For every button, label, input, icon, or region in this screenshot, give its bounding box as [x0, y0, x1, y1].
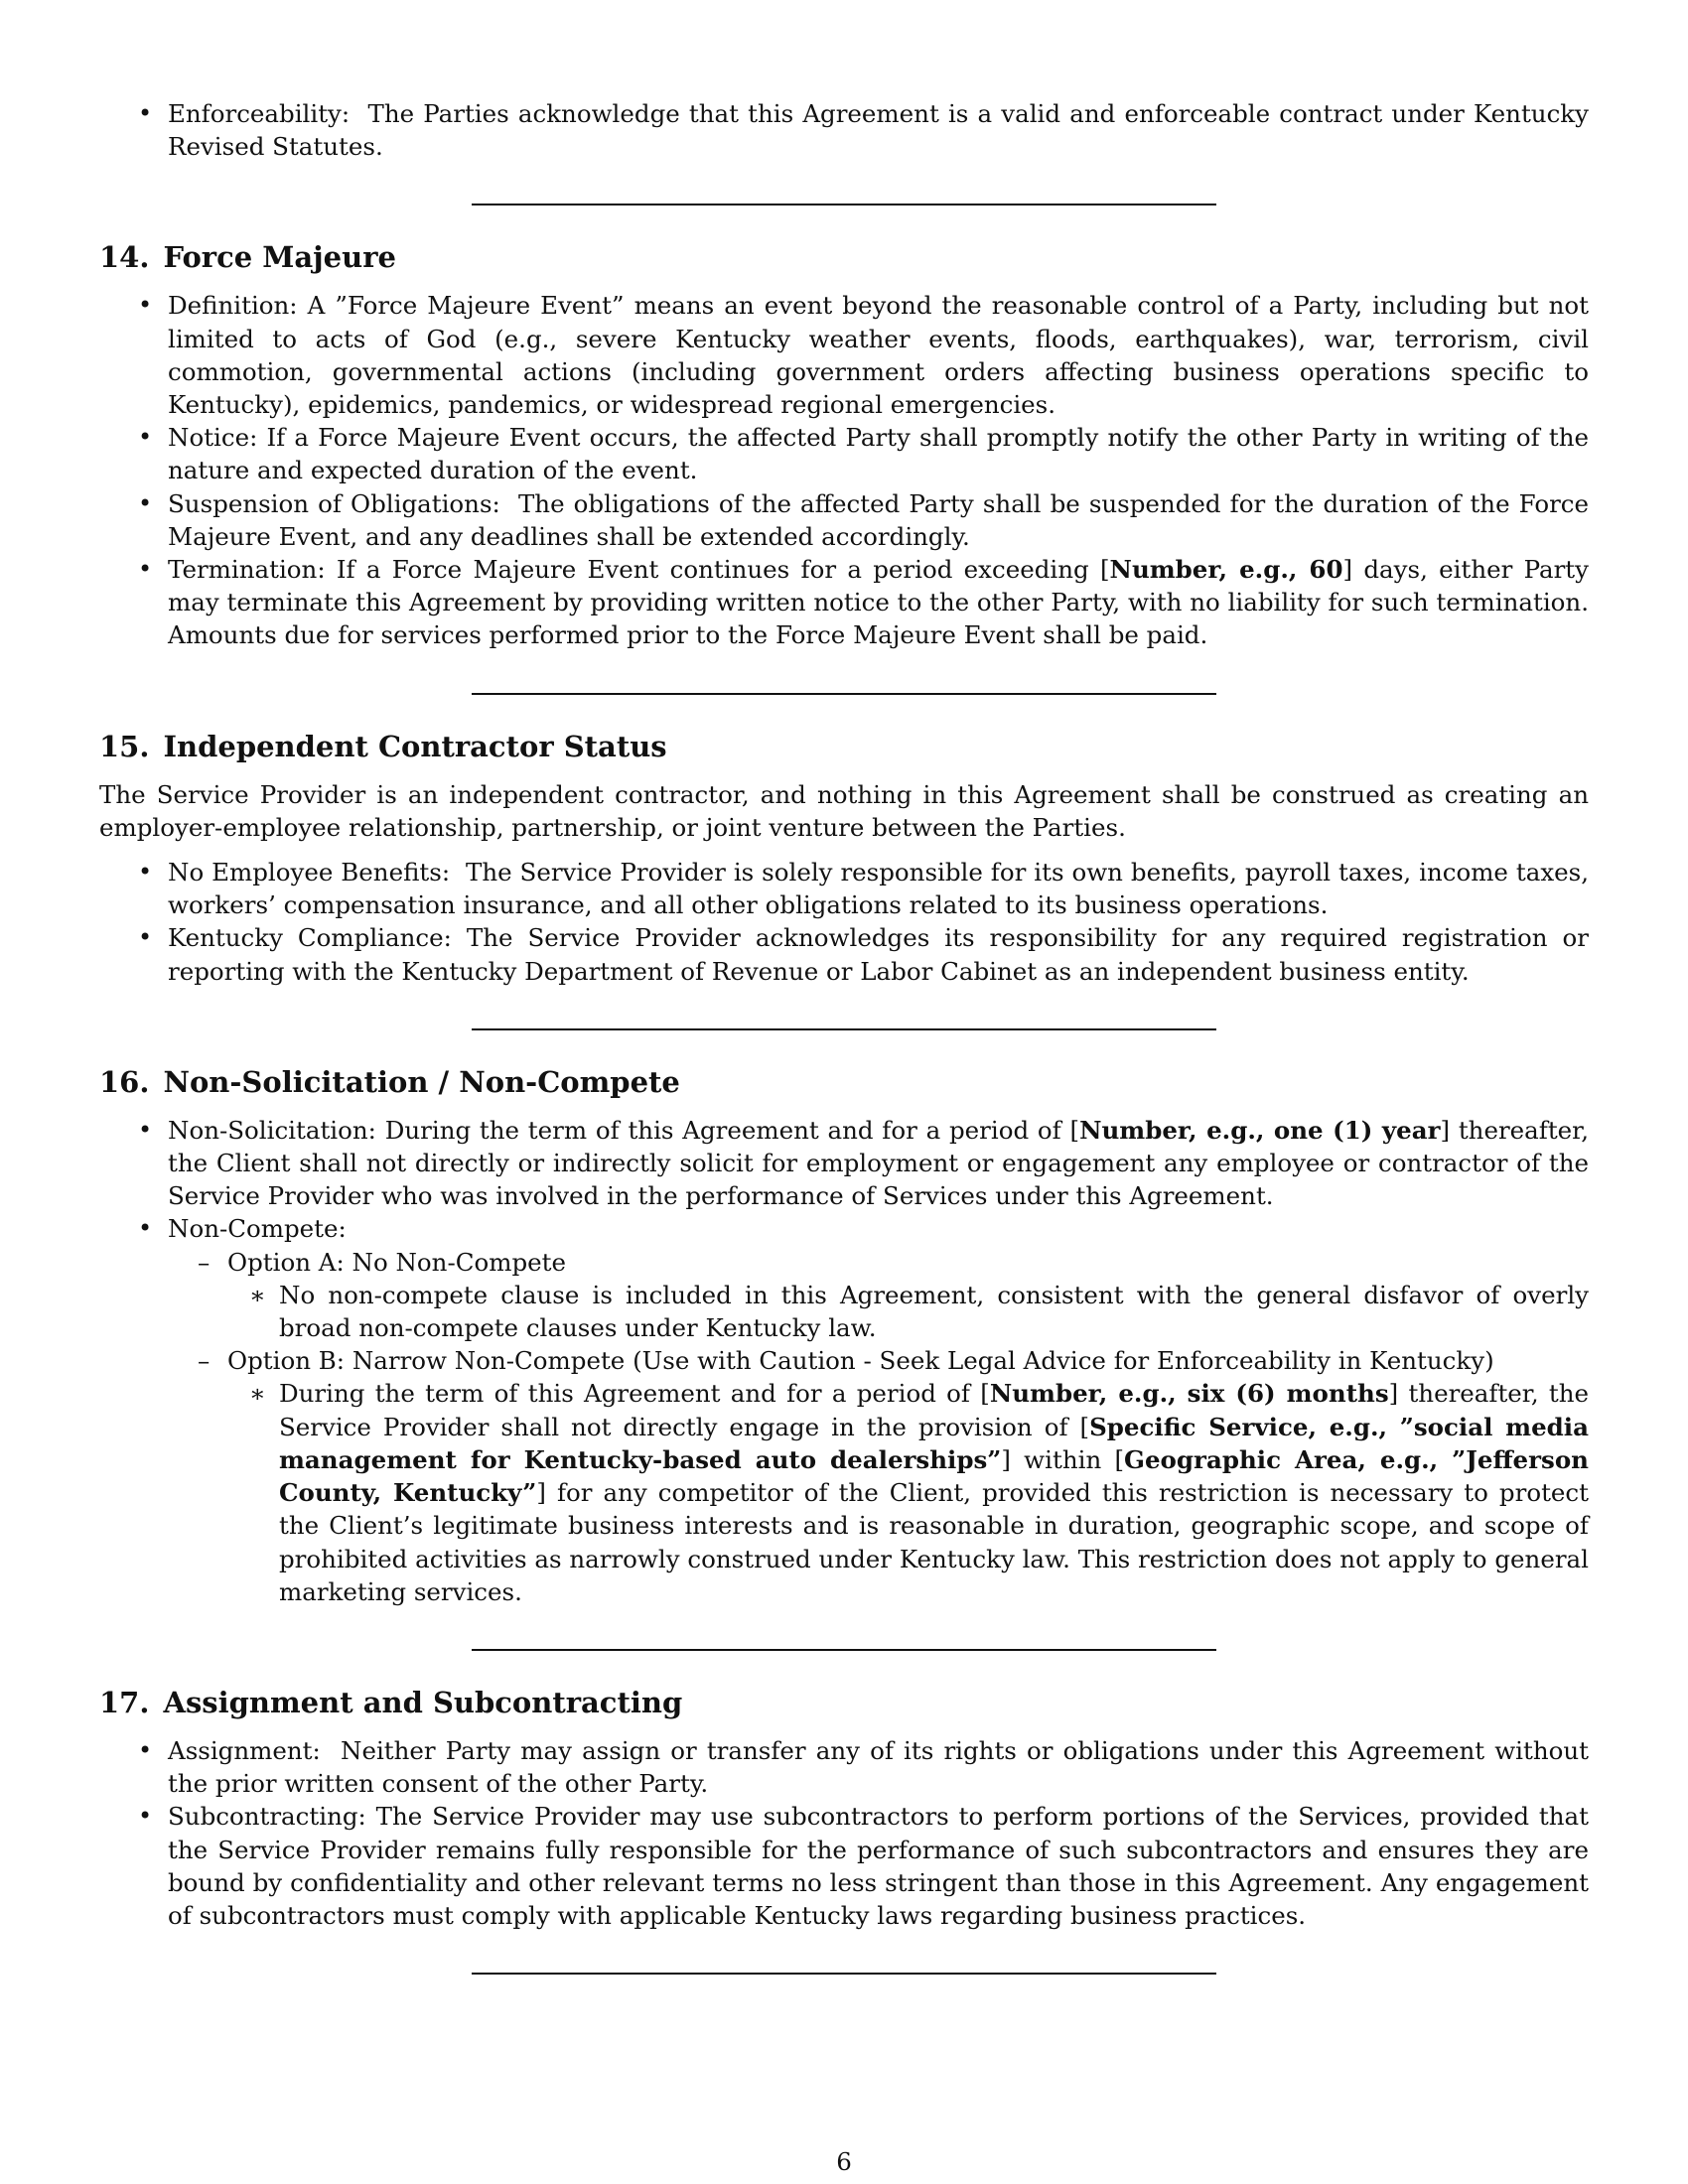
list-item: • Enforceability: The Parties acknowledge that this Agreement is a valid and enforceable contract under Kentucky Revised Statutes. — [99, 97, 1589, 163]
section-16-list — [99, 1114, 1589, 1608]
list-item: • Assignment: Neither Party may assign or transfer any of its rights or obligations under this Agreement without the prior written consent of the other Party. — [99, 1734, 1589, 1800]
section-15-heading: 15. Independent Contractor Status — [99, 729, 667, 763]
section-divider — [472, 1973, 1216, 1975]
section-14-list — [99, 289, 1589, 651]
page-number: 6 — [836, 2147, 852, 2176]
list-item: • Non-Solicitation: During the term of this Agreement and for a period of [Number, e.g., one (1) year] thereafter, the Client shall not directly or indirectly solicit for employment or engagement any employee or contractor of the Service Provider who was involved in the performance of Services under this Agreement. — [99, 1114, 1589, 1213]
list-item: • Termination: If a Force Majeure Event continues for a period exceeding [Number, e.g., 60] days, either Party may terminate this Agreement by providing written notice to the other Party, with no liability for such termination. Amounts due for services performed prior to the Force Majeure Event shall be paid. — [99, 553, 1589, 652]
document-page — [99, 97, 1589, 1975]
option-a: – Option A: No Non-Compete ∗ No non-compete clause is included in this Agreement, consistent with the general disfavor of overly broad non-compete clauses under Kentucky law. — [168, 1246, 1589, 1345]
non-compete-options — [168, 1246, 1589, 1608]
option-b-text: ∗ During the term of this Agreement and for a period of [Number, e.g., six (6) months] thereafter, the Service Provider shall not directly engage in the provision of [Specific Service, e.g., ”social media management for Kentucky-based auto dealerships”] within [Geographic Area, e.g., ”Jefferson County, Kentucky”] for any competitor of the Client, provided this restriction is necessary to protect the Client’s legitimate business interests and is reasonable in duration, geographic scope, and scope of prohibited activities as narrowly construed under Kentucky law. This restriction does not apply to general marketing services. — [227, 1377, 1589, 1607]
section-divider — [472, 1649, 1216, 1651]
section-17-list — [99, 1734, 1589, 1932]
section-divider — [472, 204, 1216, 205]
list-item: • Kentucky Compliance: The Service Provider acknowledges its responsibility for any required registration or reporting with the Kentucky Department of Revenue or Labor Cabinet as an independent business entity. — [99, 921, 1589, 987]
section-divider — [472, 1028, 1216, 1030]
section-16-heading: 16. Non-Solicitation / Non-Compete — [99, 1064, 680, 1099]
section-14-heading: 14. Force Majeure — [99, 240, 396, 275]
list-item: • Notice: If a Force Majeure Event occurs, the affected Party shall promptly notify the other Party in writing of the nature and expected duration of the event. — [99, 421, 1589, 486]
list-item: • No Employee Benefits: The Service Provider is solely responsible for its own benefits, payroll taxes, income taxes, workers’ compensation insurance, and all other obligations related to its business operations. — [99, 856, 1589, 921]
list-item: • Non-Compete: – Option A: No Non-Compete ∗ No non-compete clause is included in this Agreement, consistent with the general disfavor of overly broad non-compete clauses under Kentucky law. – Option B: Narrow Non-Compete (Use with Caution - Seek Legal Advice for Enforceability in Kentucky) ∗ During the term of this Agreement and for a period of [Number, e.g., six (6) months] thereafter, the Service Provider shall not directly engage in the provision of [Specific Service, e.g., ”social media management for Kentucky-based auto dealerships”] within [Geographic Area, e.g., ”Jefferson County, Kentucky”] for any competitor of the Client, provided this restriction is necessary to protect the Client’s legitimate business interests and is reasonable in duration, geographic scope, and scope of prohibited activities as narrowly construed under Kentucky law. This restriction does not apply to general marketing services. — [99, 1212, 1589, 1607]
option-b: – Option B: Narrow Non-Compete (Use with Caution - Seek Legal Advice for Enforceability in Kentucky) ∗ During the term of this Agreement and for a period of [Number, e.g., six (6) months] thereafter, the Service Provider shall not directly engage in the provision of [Specific Service, e.g., ”social media management for Kentucky-based auto dealerships”] within [Geographic Area, e.g., ”Jefferson County, Kentucky”] for any competitor of the Client, provided this restriction is necessary to protect the Client’s legitimate business interests and is reasonable in duration, geographic scope, and scope of prohibited activities as narrowly construed under Kentucky law. This restriction does not apply to general marketing services. — [168, 1344, 1589, 1608]
list-item: • Suspension of Obligations: The obligations of the affected Party shall be suspended for the duration of the Force Majeure Event, and any deadlines shall be extended accordingly. — [99, 487, 1589, 553]
enforceability-list — [99, 97, 1589, 163]
section-17-heading: 17. Assignment and Subcontracting — [99, 1685, 683, 1719]
list-item: • Definition: A ”Force Majeure Event” means an event beyond the reasonable control of a Party, including but not limited to acts of God (e.g., severe Kentucky weather events, floods, earthquakes), war, terrorism, civil commotion, governmental actions (including government orders affecting business operations specific to Kentucky), epidemics, pandemics, or widespread regional emergencies. — [99, 289, 1589, 421]
list-item: • Subcontracting: The Service Provider may use subcontractors to perform portions of the Services, provided that the Service Provider remains fully responsible for the performance of such subcontractors and ensures they are bound by confidentiality and other relevant terms no less stringent than those in this Agreement. Any engagement of subcontractors must comply with applicable Kentucky laws regarding business practices. — [99, 1800, 1589, 1932]
section-divider — [472, 693, 1216, 695]
option-a-text: ∗ No non-compete clause is included in this Agreement, consistent with the general disfavor of overly broad non-compete clauses under Kentucky law. — [227, 1279, 1589, 1344]
section-15-list — [99, 856, 1589, 988]
section-15-intro: The Service Provider is an independent contractor, and nothing in this Agreement shall be construed as creating an employer-employee relationship, partnership, or joint venture between the Parties. — [99, 779, 1589, 842]
